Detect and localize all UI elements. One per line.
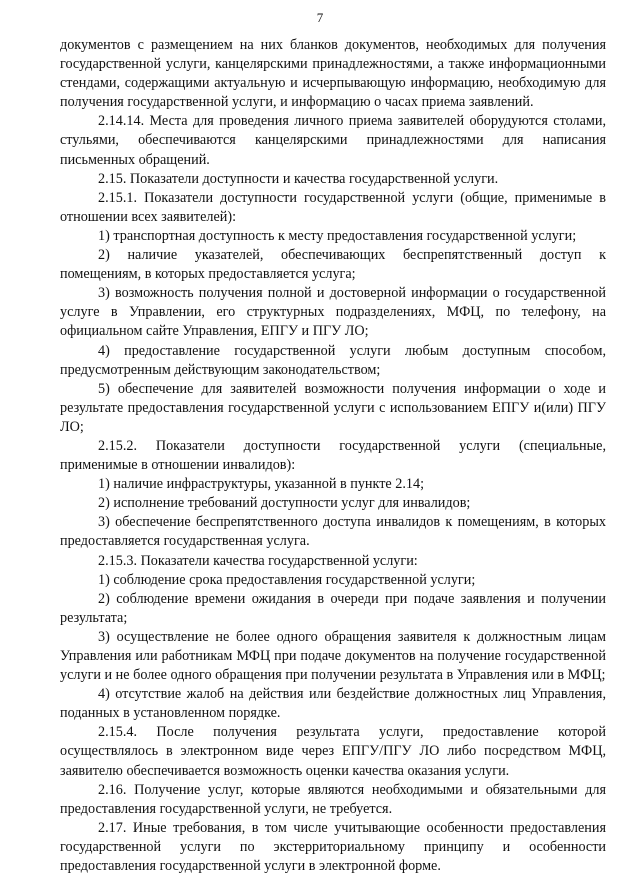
list-item: 3) осуществление не более одного обращения заявителя к должностным лицам Управления или работникам МФЦ при подаче документов на получение государственной услуги и не более одного обращения при получении результата в Управления или в МФЦ; <box>60 628 606 684</box>
paragraph: 2.14.14. Места для проведения личного приема заявителей оборудуются столами, стульями, обеспечиваются канцелярскими принадлежностями для написания письменных обращений. <box>60 113 606 168</box>
paragraph: 2.15.4. После получения результата услуги, предоставление которой осуществлялось в электронном виде через ЕПГУ/ПГУ ЛО либо посредством МФЦ, заявителю обеспечивается возможность оценки качества оказания услуги. <box>60 724 606 779</box>
section-heading: 2.15. Показатели доступности и качества государственной услуги. <box>98 170 499 187</box>
paragraph: 2.15.1. Показатели доступности государственной услуги (общие, применимые в отношении всех заявителей): <box>60 189 606 225</box>
list-item: 2) соблюдение времени ожидания в очереди при подаче заявления и получении результата; <box>60 590 606 626</box>
paragraph: 2.15.2. Показатели доступности государственной услуги (специальные, применимые в отношении инвалидов): <box>60 437 606 474</box>
page-number: 7 <box>316 10 324 25</box>
list-item: 3) возможность получения полной и достоверной информации о государственной услуге в Управлении, его структурных подразделениях, МФЦ, по телефону, на официальном сайте Управления, ЕПГУ и ПГУ ЛО; <box>60 285 606 340</box>
list-item: 4) отсутствие жалоб на действия или бездействие должностных лиц Управления, поданных в установленном порядке. <box>60 686 606 722</box>
list-item: 2) исполнение требований доступности услуг для инвалидов; <box>98 495 471 512</box>
list-item: 5) обеспечение для заявителей возможности получения информации о ходе и результате предоставления государственной услуги с использованием ЕПГУ и(или) ПГУ ЛО; <box>60 380 606 435</box>
document-body <box>60 36 606 876</box>
list-item: 4) предоставление государственной услуги любым доступным способом, предусмотренным действующим законодательством; <box>60 342 606 378</box>
paragraph: 2.16. Получение услуг, которые являются необходимыми и обязательными для предоставления государственной услуги, не требуется. <box>60 781 606 817</box>
paragraph: 2.17. Иные требования, в том числе учитывающие особенности предоставления государственной услуги по экстерриториальному принципу и особенности предоставления государственной услуги в электронной форме. <box>60 819 606 875</box>
paragraph: 2.15.3. Показатели качества государственной услуги: <box>98 552 418 569</box>
list-item: 3) обеспечение беспрепятственного доступа инвалидов к помещениям, в которых предоставляется государственная услуга. <box>60 514 606 550</box>
list-item: 2) наличие указателей, обеспечивающих беспрепятственный доступ к помещениям, в которых предоставляется услуга; <box>60 247 606 283</box>
paragraph: документов с размещением на них бланков документов, необходимых для получения государственной услуги, канцелярскими принадлежностями, а также информационными стендами, содержащими актуальную и исчерпывающую информацию, необходимую для получения государственной услуги, и информацию о часах приема заявлений. <box>60 37 606 111</box>
list-item: 1) наличие инфраструктуры, указанной в пункте 2.14; <box>98 476 425 493</box>
list-item: 1) транспортная доступность к месту предоставления государственной услуги; <box>98 227 577 244</box>
list-item: 1) соблюдение срока предоставления государственной услуги; <box>98 571 476 588</box>
